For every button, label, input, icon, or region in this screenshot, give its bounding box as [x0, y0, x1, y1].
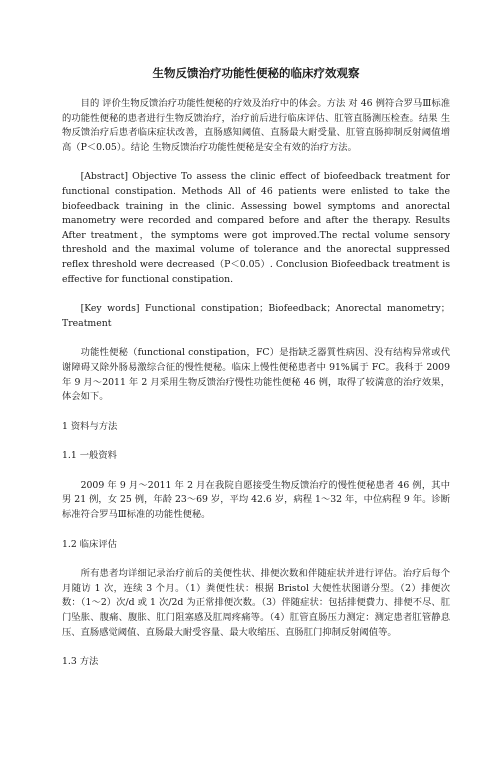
introduction-paragraph: 功能性便秘（functional constipation，FC）是指缺乏器質性病因、没有结构异常或代谢障碍又除外肠易激综合征的慢性便秘。临床上慢性便秘患者中 91%属于 FC。我科于 2009 年 9 月～2011 年 2 月采用生物反馈治疗慢性功能性便秘 46 例，取得了较満意的治疗效果，体会如下。 [62, 347, 450, 403]
section-heading-1: 1 资料与方法 [62, 420, 118, 432]
keywords-english: [Key words] Functional constipation；Biofeedback；Anorectal manometry；Treatment [62, 303, 450, 329]
abstract-chinese: 目的 评价生物反馈治疗功能性便秘的疗效及治疗中的体会。方法 对 46 例符合罗马Ⅲ标准的功能性便秘的患者进行生物反馈治疗，治疗前后进行临床评估、肛管直肠测压检查。结果 生物反馈治疗后患者临床症状改善，直肠感知阈值、直肠最大耐受量、肛管直肠抑制反射阈值增高（P＜0.05）。结论 生物反馈治疗功能性便秘是安全有效的治疗方法。 [62, 98, 450, 153]
document-page [0, 66, 496, 768]
section-heading-1-1: 1.1 一般资料 [62, 450, 117, 462]
clinical-assessment-paragraph: 所有患者均详细记录治疗前后的美便性状、排便次数和伴随症状并进行评估。治疗后每个月随访 1 次，连续 3 个月。（1）粪便性状：根据 Bristol 大便性状图谱分型。（2）排便次数：（1～2）次/d 或 1 次/2d 为正常排便次数。（3）伴随症状：包括排便費力、排便不尽、肛门坠胀、腹痛、腹胀、肛门阻塞感及肛周疼痛等。（4）肛管直肠压力测定：测定患者肛管静息压、直肠感觉阈值、直肠最大耐受容量、最大收缩压、直肠肛门抑制反射阈值等。 [62, 568, 450, 638]
abstract-english: [Abstract] Objective To assess the clinic effect of biofeedback treatment for functional constipation. Methods All of 46 patients were enlisted to take the biofeedback training in the clinic. Assessing bowel symptoms and anorectal manometry were recorded and compared before and after the therapy. Results After treatment，the symptoms were got improved.The rectal volume sensory threshold and the maximal volume of tolerance and the anorectal suppressed reflex threshold were decreased（P＜0.05）. Conclusion Biofeedback treatment is effective for functional constipation. [62, 171, 450, 285]
general-data-paragraph: 2009 年 9 月～2011 年 2 月在我院自愿接受生物反馈治疗的慢性便秘患者 46 例，其中男 21 例，女 25 例，年龄 23～69 岁，平均 42.6 岁，病程 1～32 年，中位病程 9 年。诊断标准符合罗马Ⅲ标准的功能性便秘。 [62, 479, 450, 521]
article-title: 生物反馈治疗功能性便秘的临床疗效观察 [152, 66, 360, 80]
section-heading-1-2: 1.2 临床评估 [62, 538, 117, 550]
section-heading-1-3: 1.3 方法 [62, 656, 99, 668]
